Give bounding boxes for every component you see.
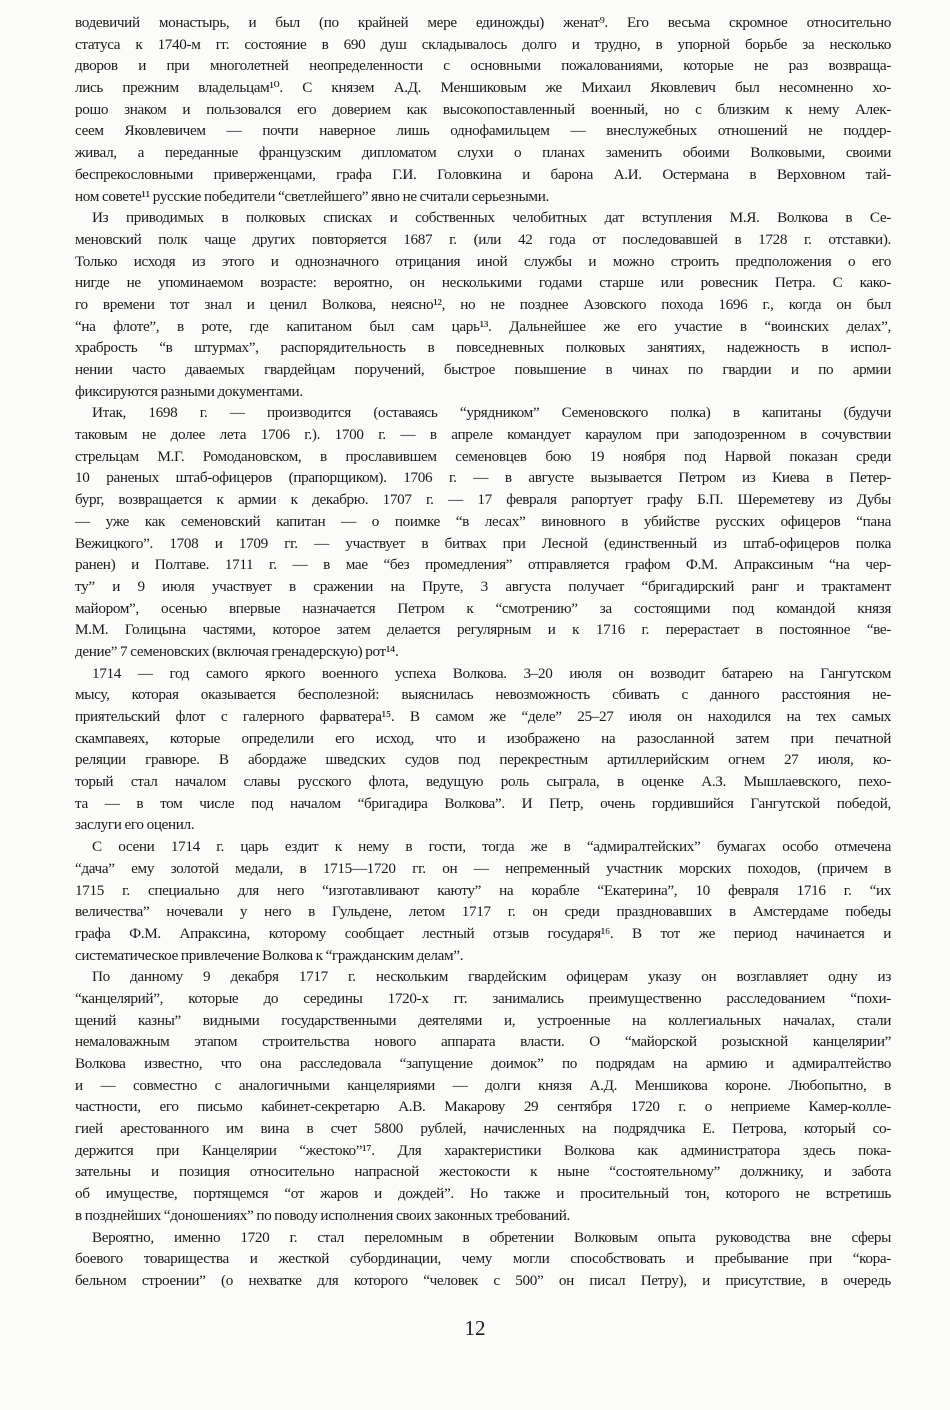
text-line: величества” ночевали у него в Гульдене, летом 1717 г. он среди праздновавших в Амстердаме победы [75,903,891,921]
paragraph [75,207,891,402]
text-line: скампавеях, которые определили его исход, что и изображено на разосланной затем при печатной [75,729,891,747]
text-line: систематическое привлечение Волкова к “гражданским делам”. [75,946,464,964]
text-line: беспрекословными приверженцами, графа Г.И. Головкина и барона А.И. Остермана в Верховном тай- [75,165,891,183]
paragraph [75,966,891,1226]
text-line: ном совете¹¹ русские победители “светлейшего” явно не считали серьезными. [75,187,549,205]
text-line: боевого товарищества и жесткой субординации, чему могли способствовать и пребывание при “кора- [75,1250,891,1268]
text-line: храбрость “в штурмах”, распорядительность в повседневных полковых занятиях, надежность в испол- [75,339,891,357]
text-line: водевичий монастырь, и был (по крайней мере единожды) женат⁹. Его весьма скромное относительно [75,14,891,31]
text-line: нигде не упоминаемом возрасте: вероятно, он несколькими годами старше или ровесник Петра. С како- [75,274,891,292]
text-line: С осени 1714 г. царь ездит к нему в гости, тогда же в “адмиралтейских” бумагах особо отмечена [92,838,891,856]
text-line: Только исходя из этого и однозначного отрицания иной службы и можно строить предположения о его [75,252,891,270]
text-line: мысу, которая оказывается бесполезной: выяснилась невозможность сбивать с данного расстояния не- [75,686,891,704]
paragraph [75,663,891,837]
text-line: го времени тот знал и ценил Волкова, неясно¹², но не позднее Азовского похода 1696 г., когда он был [75,295,891,313]
text-line: об имуществе, портящемся “от жаров и дождей”. Но также и просительный тон, которого не встретишь [75,1185,891,1203]
text-line: фиксируются разными документами. [75,382,303,400]
text-line: в позднейших “доношениях” по поводу исполнения своих законных требований. [75,1206,570,1224]
text-line: 10 раненых штаб-офицеров (прапорщиком). 1706 г. — в августе вызывается Петром из Киева в Петер- [75,469,891,487]
text-line: По данному 9 декабря 1717 г. нескольким гвардейским офицерам указу он возглавляет одну из [92,968,891,986]
text-line: реляции гравюре. В абордаже шведских судов под перекрестным артиллерийским огнем 27 июля, ко- [75,751,891,769]
text-line: лись прежним владельцам¹⁰. С князем А.Д. Меншиковым же Михаил Яковлевич был несомненно хо- [75,79,891,97]
text-line: 1715 г. специально для него “изготавливают каюту” на корабле “Екатерина”, 10 февраля 1716 г. “их [75,881,891,899]
text-line: Вероятно, именно 1720 г. стал переломным в обретении Волковым опыта руководства вне сферы [92,1228,891,1246]
text-line: и — совместно с аналогичными канцеляриями — долги князя А.Д. Меншикова короне. Любопытно, в [75,1076,891,1094]
text-line: 1714 — год самого яркого военного успеха Волкова. 3–20 июля он возводит батарею на Гангутском [92,664,891,682]
text-line: гией арестованного им вина в счет 5800 рублей, начисленных на подрядчика Е. Петрова, который со- [75,1120,891,1138]
text-line: зательны и позиция относительно напрасной жестокости к ныне “состоятельному” должнику, и забота [75,1163,891,1181]
paragraph [75,402,891,662]
text-line: приятельский флот с галерного фарватера¹⁵. В самом же “деле” 25–27 июля он находился на тех самых [75,708,891,725]
text-line: ту” и 9 июля участвует в сражении на Пруте, 3 августа получает “бригадирский ранг и трактамент [75,577,891,595]
text-line: “дача” ему золотой медали, в 1715—1720 гг. он — непременный участник морских походов, (причем в [75,859,891,877]
page-number: 12 [464,1316,486,1340]
text-line: заслуги его оценил. [75,816,195,834]
text-line: “на флоте”, в роте, где капитаном был сам царь¹³. Дальнейшее же его участие в “воинских делах”, [75,317,891,335]
text-line: М.М. Голицына частями, которое затем делается регулярным и к 1716 г. перерастает в постоянное “ве- [75,621,891,639]
text-line: Итак, 1698 г. — производится (оставаясь “урядником” Семеновского полка) в капитаны (будучи [92,404,891,422]
text-line: майором”, осенью впервые назначается Петром к “смотрению” за состоящими под командой князя [75,599,891,617]
text-line: Из приводимых в полковых списках и собственных челобитных дат вступления М.Я. Волкова в Се- [92,209,891,227]
text-line: графа Ф.М. Апраксина, которому сообщает лестный отзыв государя¹⁶. В тот же период начинается и [75,924,891,942]
text-line: Волкова известно, что она расследовала “запущение доимок” по подрядам на армию и адмиралтейство [75,1055,891,1072]
text-line: бельном строении” (о нехватке для которого “человек с 500” он писал Петру), и присутствие, в очередь [75,1271,891,1289]
paragraph [75,1227,891,1292]
text-line: живал, а переданные французским дипломатом слухи о планах заменить обоими Волковыми, своими [75,144,891,162]
text-line: немаловажным этапом строительства нового аппарата власти. О “майорской розыскной канцелярии” [75,1033,891,1051]
text-line: Вежицкого”. 1708 и 1709 гг. — участвует в битвах при Лесной (единственный из штаб-офицеров полка [75,534,891,552]
text-line: “канцелярий”, которые до середины 1720-х гг. занимались преимущественно расследованием “похи- [75,989,891,1007]
paragraph [75,12,891,207]
text-line: дворов и при многолетней неопределенности с основными пожалованиями, которые не раз возвраща- [75,57,891,75]
text-line: рошо знаком и пользовался его доверием как высокопоставленный военный, но с близким к нему Алек- [75,100,891,118]
text-line: держится при Канцелярии “жестоко”¹⁷. Для характеристики Волкова как администратора здесь пока- [75,1141,891,1159]
text-line: статуса к 1740-м гг. состояние в 690 душ складывалось долго и трудно, в упорной борьбе за несколько [75,35,891,53]
body-text [75,12,891,1292]
text-line: та — в том числе под началом “бригадира Волкова”. И Петр, очень гордившийся Гангутской победой, [75,794,891,812]
paragraph [75,836,891,966]
text-line: стрельцам М.Г. Ромодановском, в прославившем семеновцев бою 19 ноября под Нарвой показан среди [75,447,891,465]
text-line: бург, возвращается к армии к декабрю. 1707 г. — 17 февраля рапортует графу Б.П. Шереметеву из Дубы [75,491,891,509]
text-line: таковым не долее лета 1706 г.). 1700 г. — в апреле командует караулом при заподозренном в сочувствии [75,426,891,444]
text-line: нении часто даваемых гвардейцам поручений, быстрое повышение в чинах по гвардии и по армии [75,361,891,378]
text-line: частности, его письмо кабинет-секретарю А.В. Макарову 29 сентября 1720 г. о неприеме Камер-колле- [75,1098,891,1116]
text-line: сеем Яковлевичем — почти наверное лишь однофамильцем — внеслужебных отношений не поддер- [75,122,891,140]
text-line: щений казны” видными государственными деятелями и, устроенные на коллегиальных началах, стали [75,1011,891,1029]
text-line: меновский полк чаще других повторяется 1687 г. (или 42 года от последовавшей в 1728 г. отставки). [75,230,891,248]
text-line: торый стал началом славы русского флота, ведущую роль сыграла, в оценке А.З. Мышлаевского, пехо- [75,773,891,791]
text-line: дение” 7 семеновских (включая гренадерскую) рот¹⁴. [75,642,399,660]
text-line: — уже как семеновский капитан — о поимке “в лесах” виновного в убийстве русских офицеров “пана [75,512,891,530]
text-line: ранен) и Полтаве. 1711 г. — в мае “без промедления” отправляется графом Ф.М. Апраксиным “на чер- [75,556,891,574]
